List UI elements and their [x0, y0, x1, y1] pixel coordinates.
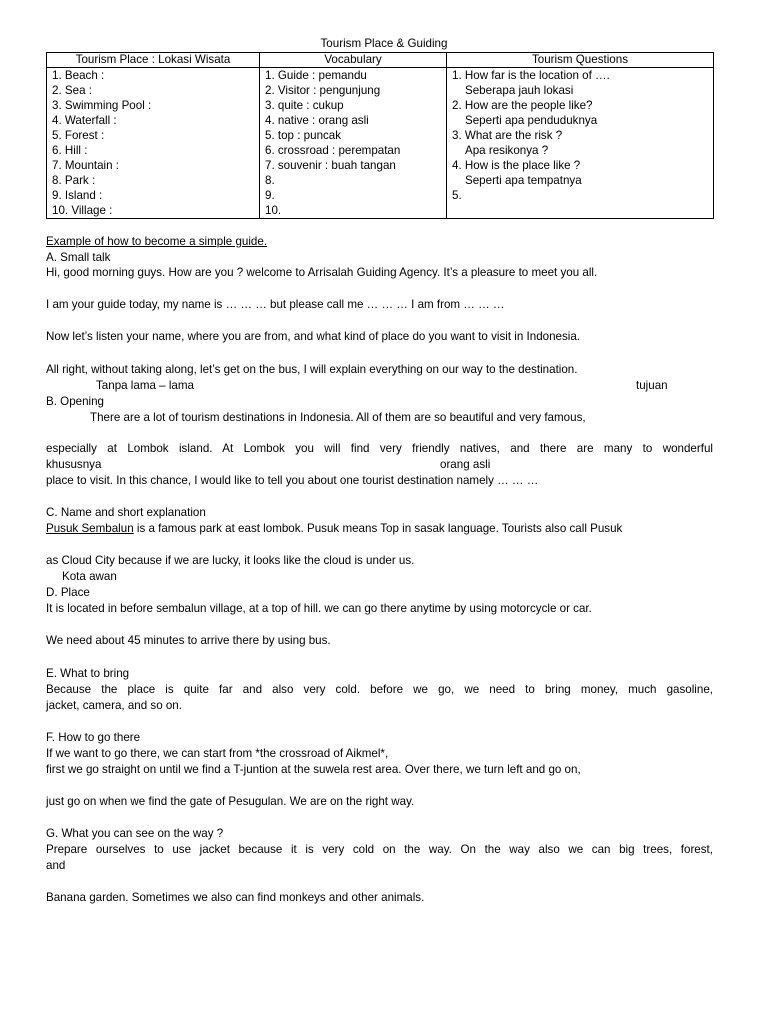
vocabulary-item: 10.: [265, 204, 282, 217]
section-g-heading: G. What you can see on the way ?: [46, 827, 224, 840]
section-a-text: Now let’s listen your name, where you are from, and what kind of place do you want to visit in Indonesia.: [46, 330, 581, 343]
questions-column: [447, 68, 714, 219]
vocabulary-item: 4. native : orang asli: [265, 114, 369, 127]
vocabulary-item: 6. crossroad : perempatan: [265, 144, 401, 157]
section-g-text: Prepare ourselves to use jacket because it is very cold on the way. On the way also we can big trees, forest,: [46, 843, 713, 856]
vocabulary-column: [260, 68, 447, 219]
section-b-text: especially at Lombok island. At Lombok you will find very friendly natives, and there are many to wonderful: [46, 442, 713, 455]
section-e-text: jacket, camera, and so on.: [46, 699, 182, 712]
section-e-text: Because the place is quite far and also very cold. before we go, we need to bring money, much gasoline,: [46, 683, 713, 696]
vocabulary-item: 5. top : puncak: [265, 129, 342, 142]
vocabulary-item: 3. quite : cukup: [265, 99, 344, 112]
section-f-text: first we go straight on until we find a T-juntion at the suwela rest area. Over there, we turn left and go on,: [46, 763, 581, 776]
section-c-text-rest: is a famous park at east lombok. Pusuk means Top in sasak language. Tourists also call Pusuk: [133, 522, 623, 535]
translation-note: Kota awan: [62, 570, 117, 583]
place-item: 6. Hill :: [52, 144, 88, 157]
question-item: 4. How is the place like ?: [452, 159, 581, 172]
place-item: 5. Forest :: [52, 129, 105, 142]
section-g-text: and: [46, 859, 66, 872]
section-b-heading: B. Opening: [46, 395, 105, 408]
question-item: 3. What are the risk ?: [452, 129, 563, 142]
place-item: 9. Island :: [52, 189, 103, 202]
section-f-heading: F. How to go there: [46, 731, 141, 744]
question-item: 2. How are the people like?: [452, 99, 593, 112]
place-item: 4. Waterfall :: [52, 114, 117, 127]
section-a-heading: A. Small talk: [46, 251, 111, 264]
table-body-row: [47, 68, 714, 219]
question-translation: Seberapa jauh lokasi: [465, 84, 574, 97]
section-d-text: It is located in before sembalun village, at a top of hill. we can go there anytime by using motorcycle or car.: [46, 602, 592, 615]
section-c-text: [46, 522, 713, 536]
document-title: Tourism Place & Guiding: [320, 37, 448, 50]
question-translation: Seperti apa tempatnya: [465, 174, 582, 187]
question-translation: Seperti apa penduduknya: [465, 114, 598, 127]
vocabulary-item: 7. souvenir : buah tangan: [265, 159, 396, 172]
section-f-text: If we want to go there, we can start from *the crossroad of Aikmel*,: [46, 747, 389, 760]
section-b-text: There are a lot of tourism destinations in Indonesia. All of them are so beautiful and very famous,: [90, 411, 586, 424]
question-translation: Apa resikonya ?: [465, 144, 549, 157]
header-tourism-place: Tourism Place : Lokasi Wisata: [47, 53, 260, 68]
section-a-text: Hi, good morning guys. How are you ? welcome to Arrisalah Guiding Agency. It’s a pleasure to meet you all.: [46, 266, 598, 279]
place-item: 2. Sea :: [52, 84, 92, 97]
place-item: 7. Mountain :: [52, 159, 120, 172]
place-item: 8. Park :: [52, 174, 96, 187]
section-d-text: We need about 45 minutes to arrive there by using bus.: [46, 634, 331, 647]
section-f-text: just go on when we find the gate of Pesugulan. We are on the right way.: [46, 795, 415, 808]
place-item: 10. Village :: [52, 204, 113, 217]
translation-note: orang asli: [440, 458, 491, 471]
section-c-text: as Cloud City because if we are lucky, it looks like the cloud is under us.: [46, 554, 415, 567]
intro-heading: Example of how to become a simple guide.: [46, 235, 268, 248]
translation-note: khususnya: [46, 458, 102, 471]
table-header-row: [47, 53, 714, 68]
header-vocabulary: Vocabulary: [260, 53, 447, 68]
place-item: 1. Beach :: [52, 69, 105, 82]
header-tourism-questions: Tourism Questions: [447, 53, 714, 68]
vocabulary-item: 8.: [265, 174, 275, 187]
place-item: 3. Swimming Pool :: [52, 99, 152, 112]
section-a-text: I am your guide today, my name is … … … but please call me … … … I am from … … …: [46, 298, 505, 311]
question-item: 5.: [452, 189, 462, 202]
vocabulary-item: 9.: [265, 189, 275, 202]
place-name: Pusuk Sembalun: [46, 522, 134, 535]
section-d-heading: D. Place: [46, 586, 90, 599]
translation-note: tujuan: [636, 379, 668, 392]
vocabulary-table: [46, 52, 714, 219]
places-column: [47, 68, 260, 219]
section-g-text: Banana garden. Sometimes we also can find monkeys and other animals.: [46, 891, 425, 904]
translation-note: Tanpa lama – lama: [96, 379, 194, 392]
section-b-text: place to visit. In this chance, I would like to tell you about one tourist destination namely … … …: [46, 474, 539, 487]
vocabulary-item: 2. Visitor : pengunjung: [265, 84, 381, 97]
vocabulary-item: 1. Guide : pemandu: [265, 69, 367, 82]
section-a-text: All right, without taking along, let’s get on the bus, I will explain everything on our way to the destination.: [46, 363, 578, 376]
section-e-heading: E. What to bring: [46, 667, 130, 680]
question-item: 1. How far is the location of ….: [452, 69, 610, 82]
section-c-heading: C. Name and short explanation: [46, 506, 206, 519]
